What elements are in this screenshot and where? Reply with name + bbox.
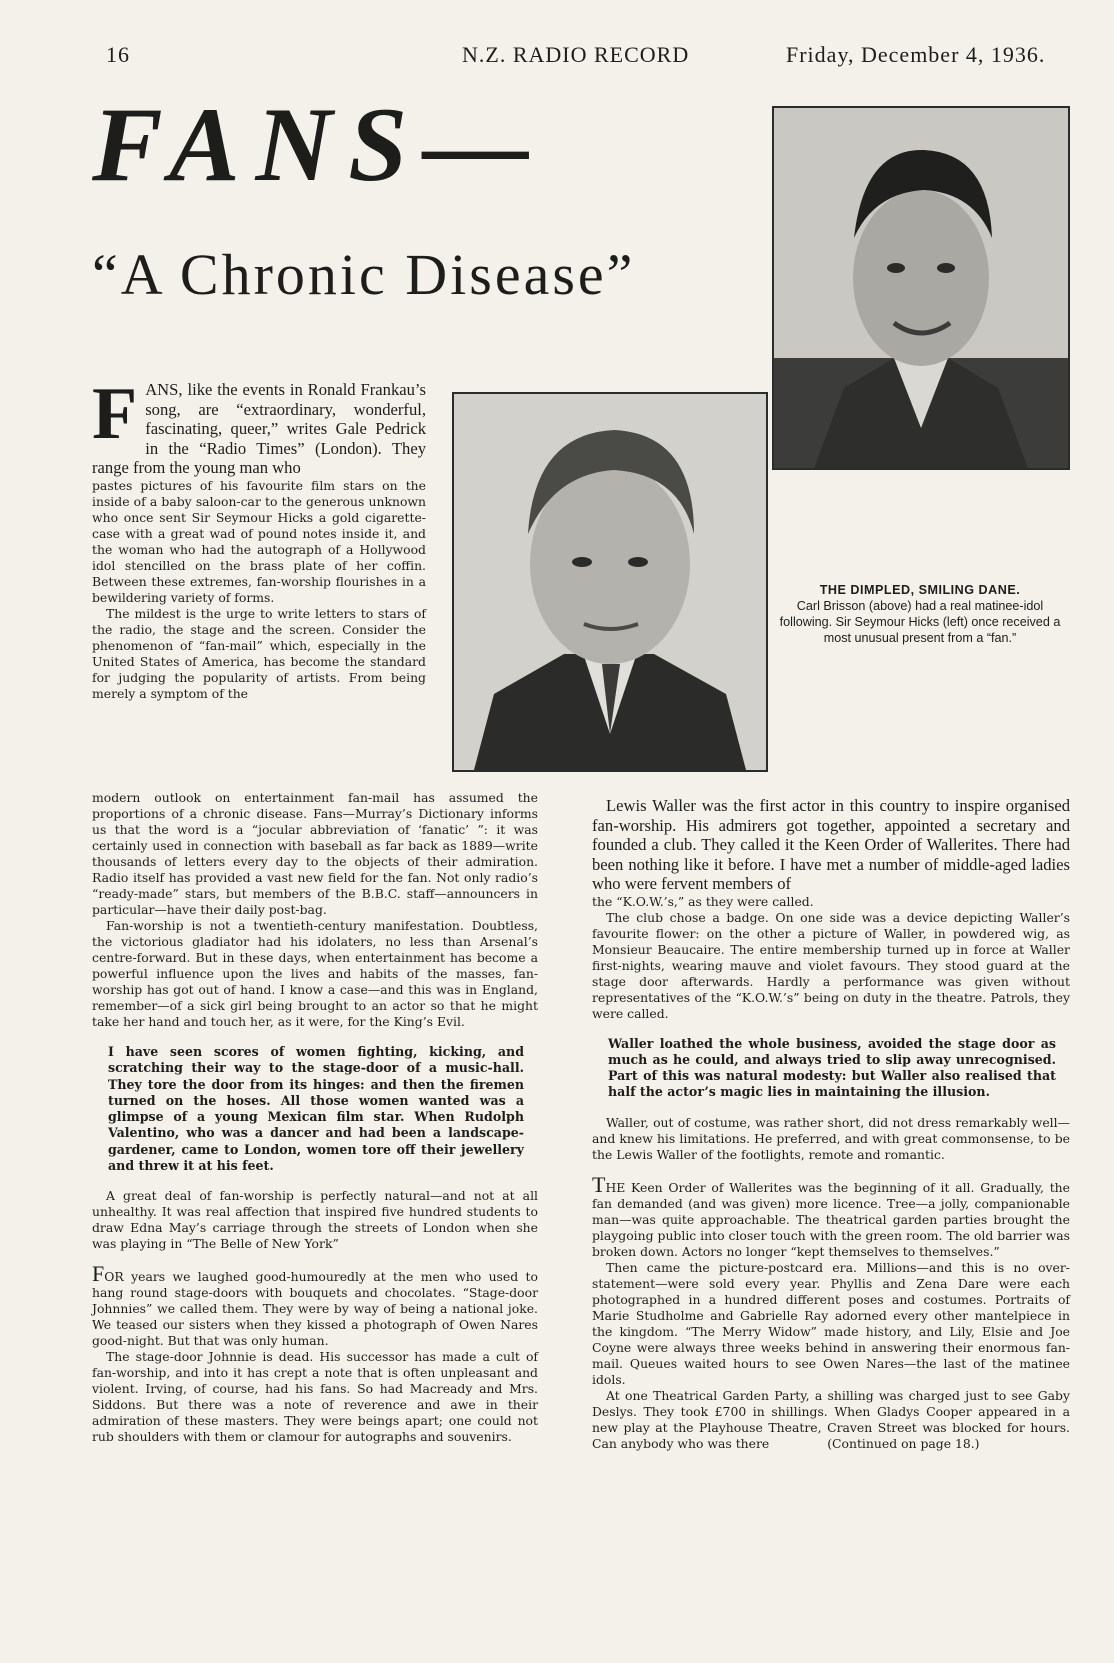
paragraph-stage-door-johnnies: OR years we laughed good-humouredly at the men who used to hang round stage-doors with bouquets and chocolates. “Stage-door Johnnies” we called them. They were by way of being a national joke. We teased our sisters when they kissed a photograph of Owen Nares good-night. But that was only human. <box>92 1269 538 1349</box>
issue-date: Friday, December 4, 1936. <box>786 42 1046 67</box>
caption-body: Carl Brisson (above) had a real matinee-idol following. Sir Seymour Hicks (left) once received a most unusual present from a “fan.” <box>779 599 1061 645</box>
publication-name: N.Z. RADIO RECORD <box>462 42 690 67</box>
photo-seymour-hicks <box>452 392 768 772</box>
photo-caption <box>770 582 1070 646</box>
intro-upper-text: ANS, like the events in Ronald Frankau’s song, are “extraordinary, wonderful, fascinating, queer,” writes Gale Pedrick in the “Radio Times” (London). They range from the young man who <box>92 380 426 477</box>
article-subtitle: “A Chronic Disease” <box>92 242 636 307</box>
intro-lower-text: pastes pictures of his favourite film stars on the inside of a baby saloon-car to the generous unknown who once sent Sir Seymour Hicks a gold cigarette-case with a great wad of pound notes inside it, and the woman who had the autograph of a Hollywood idol stencilled on the brass plate of her coffin. Between these extremes, fan-worship flourishes in a bewildering variety of forms. <box>92 477 426 605</box>
paragraph-chronic-disease: modern outlook on entertainment fan-mail has assumed the proportions of a chronic disease. Fans—Murray’s Dictionary informs us that the word is a “jocular abbreviation of ‘fanatic’ ”: it was certainly used in connection with baseball as far back as 1889—write thousands of letters every day to the objects of their admiration. Radio itself has provided a vast new field for the fan. Not only radio’s “ready-made” stars, but members of the B.B.C. staff—announcers in particular—have their daily post-bag. <box>92 790 538 917</box>
paragraph-garden-party: At one Theatrical Garden Party, a shilling was charged just to see Gaby Deslys. They took £700 in shillings. When Gladys Cooper appeared in a new play at the Playhouse Theatre, Craven Street was blocked for hours. Can anybody who was there <box>592 1387 1070 1451</box>
paragraph-johnnie-dead: The stage-door Johnnie is dead. His successor has made a cult of fan-worship, and into it has crept a note that is often unpleasant and violent. Irving, of course, had his fans. So had Macready and Mrs. Siddons. But there was a note of reverence and awe in their admiration of these masters. They were beings apart; one could not rub shoulders with them or clamour for autographs and souvenirs. <box>92 1349 538 1445</box>
paragraph-keen-order: HE Keen Order of Wallerites was the beginning of it all. Gradually, the fan demanded (and was given) more licence. Tree—a jolly, companionable man—was quite approachable. The theatrical garden parties brought the playgoing public into closer touch with the green room. The old barrier was broken down. Actors no longer “kept themselves to themselves.” <box>592 1179 1070 1259</box>
paragraph-kows: the “K.O.W.’s,” as they were called. <box>592 893 814 909</box>
portrait-image <box>774 108 1068 468</box>
left-column-lower <box>92 790 538 1445</box>
paragraph-out-of-costume: Waller, out of costume, was rather short, did not dress remarkably well—and knew his limitations. He preferred, and with great commonsense, to be the Lewis Waller of the footlights, remote and romantic. <box>592 1114 1070 1162</box>
photo-carl-brisson <box>772 106 1070 470</box>
initial-letter-t: T <box>592 1171 606 1197</box>
article-title: FANS— <box>92 86 546 203</box>
pull-quote-valentino: I have seen scores of women fighting, kicking, and scratching their way to the stage-door of a music-hall. They tore the door from its hinges: and then the firemen turned on the hoses. All those women wanted was a glimpse of a young Mexican film star. When Rudolph Valentino, who was a dancer and had been a landscape-gardener, came to London, women tore off their jewellery and threw it at his feet. <box>108 1044 524 1174</box>
left-column-upper <box>92 373 426 702</box>
paragraph-lewis-waller: Lewis Waller was the first actor in this country to inspire organised fan-worship. His admirers got together, appointed a secretary and founded a club. They called it the Keen Order of Wallerites. There had been nothing like it before. I have met a number of middle-aged ladies who were fervent members of <box>592 796 1070 893</box>
continued-notice: (Continued on page 18.) <box>827 1435 980 1451</box>
initial-letter-f: F <box>92 1261 105 1287</box>
paragraph-postcard-era: Then came the picture-postcard era. Millions—and this is no over-statement—were sold every year. Phyllis and Zena Dare were each photographed in a hundred different poses and costumes. Portraits of Marie Studholme and Gabrielle Ray adorned every other mantelpiece in the kingdom. “The Merry Widow” made history, and Lily, Elsie and Joe Coyne were always three weeks behind in answering their enormous fan-mail. Queues waited hours to see Owen Nares—the last of the matinee idols. <box>592 1259 1070 1387</box>
paragraph-edna-may: A great deal of fan-worship is perfectly natural—and not at all unhealthy. It was real affection that inspired five hundred students to draw Edna May’s carriage through the streets of London when she was playing in “The Belle of New York” <box>92 1188 538 1252</box>
drop-cap: F <box>92 373 138 455</box>
pull-quote-waller: Waller loathed the whole business, avoided the stage door as much as he could, and always tried to slip away unrecognised. Part of this was natural modesty: but Waller also realised that half the actor’s magic lies in maintaining the illusion. <box>608 1035 1056 1100</box>
page-number: 16 <box>106 42 130 67</box>
paragraph-badge: The club chose a badge. On one side was a device depicting Waller’s favourite flower: on the other a picture of Waller, in powdered wig, as Monsieur Beaucaire. The entire membership turned up in force at Waller first-nights, wearing mauve and violet favours. They stood guard at the stage door afterwards. Hardly a performance was given without representatives of the “K.O.W.’s” being on duty in the theatre. Patrols, they were called. <box>592 909 1070 1021</box>
caption-heading: THE DIMPLED, SMILING DANE. <box>819 583 1021 597</box>
portrait-image <box>454 394 766 770</box>
paragraph-mildest: The mildest is the urge to write letters to stars of the radio, the stage and the screen. Consider the phenomenon of “fan-mail” which, especially in the United States of America, has become the standard for judging the popularity of artists. From being merely a symptom of the <box>92 605 426 701</box>
right-column <box>592 796 1070 1452</box>
paragraph-twentieth-century: Fan-worship is not a twentieth-century manifestation. Doubtless, the victorious gladiator had his idolaters, no less than Arsenal’s centre-forward. But in these days, when entertainment has become a powerful influence upon the lives and habits of the masses, fan-worship has got out of hand. I know a case—and this was in England, remember—of a sick girl being brought to an actor so that he might take her hand and touch her, as it were, for the King’s Evil. <box>92 918 538 1029</box>
